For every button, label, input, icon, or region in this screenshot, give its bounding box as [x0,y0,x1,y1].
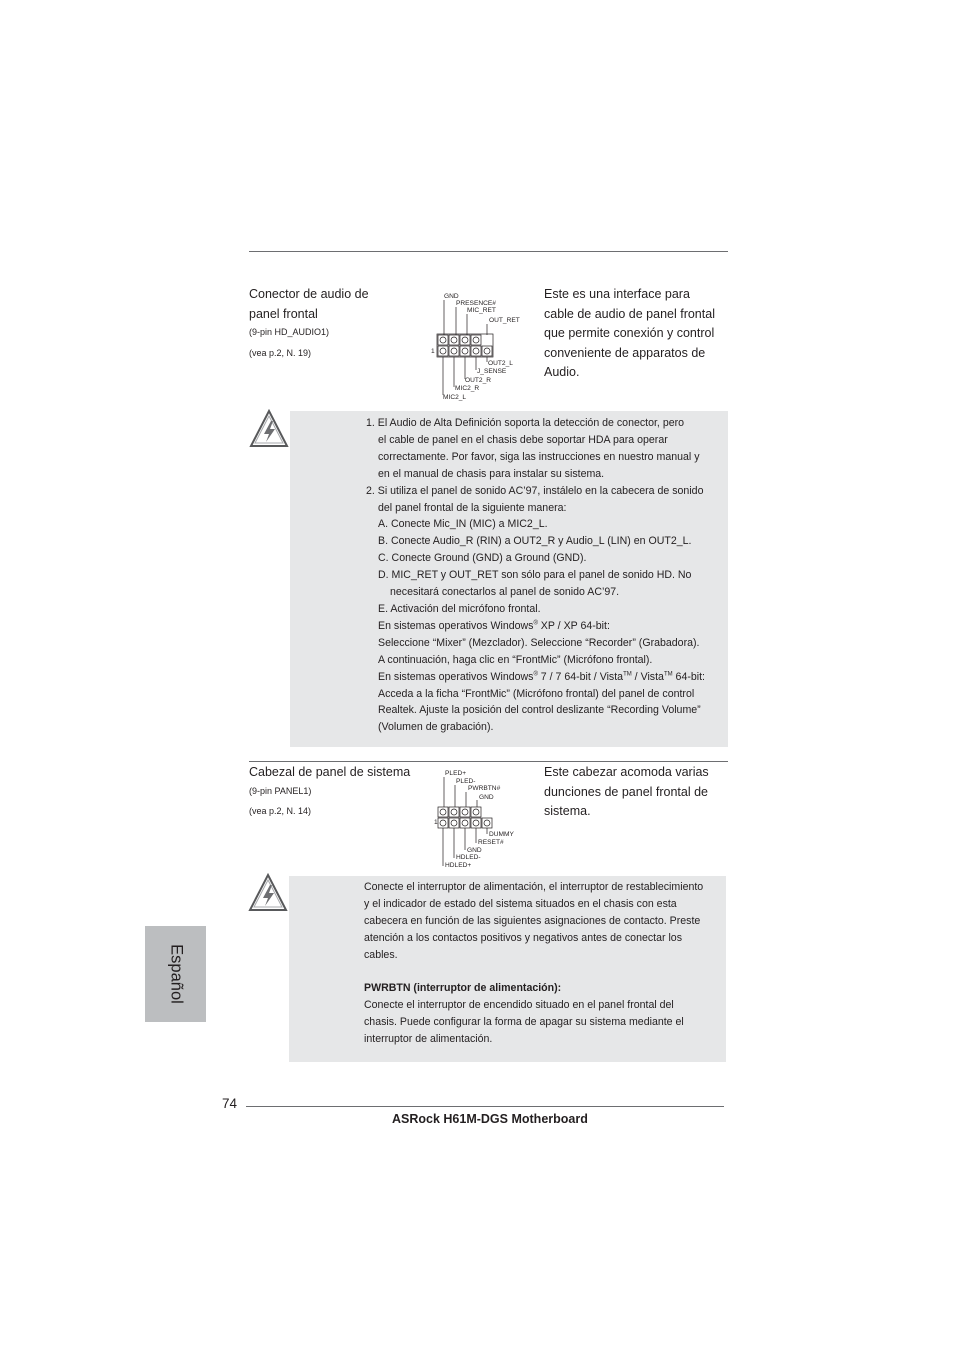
pin-label-mic2-r: MIC2_R [455,385,480,392]
pin-label-out2-r: OUT2_R [465,377,492,384]
note-line: D. MIC_RET y OUT_RET son sólo para el panel de sonido HD. No [378,569,692,582]
note-line: Conecte el interruptor de encendido situado en el panel frontal del [364,999,674,1012]
note-text: 7 / 7 64-bit / Vista [537,670,624,683]
note-line: necesitará conectarlos al panel de sonido AC’97. [390,586,620,599]
audio-ref-label: (vea p.2, N. 19) [249,348,312,358]
note-sup: ® [533,620,538,627]
audio-pin-label: (9-pin HD_AUDIO1) [249,327,330,337]
language-side-tab-label: Español [167,944,185,1004]
note-line: 1. El Audio de Alta Definición soporta la detección de conector, pero [366,417,685,429]
note-line: correctamente. Por favor, siga las instrucciones en nuestro manual y [378,450,700,463]
panel-description [544,763,709,822]
note-text: / Vista [631,670,664,683]
language-side-tab [145,926,206,1022]
note-text: En sistemas operativos Windows [378,619,534,632]
pin-label-pwrbtn: PWRBTN# [468,785,501,792]
note-line: Acceda a la ficha “FrontMic” (Micrófono frontal) del panel de control [378,687,695,700]
panel-pin-diagram [428,767,518,869]
note-line: 2. Si utiliza el panel de sonido AC’97, instálelo en la cabecera de sonido [366,484,704,497]
audio-desc-line: Audio. [544,365,580,379]
note-line: cables. [364,948,398,961]
note-text: En sistemas operativos Windows [378,670,534,683]
panel-desc-line: Este cabezar acomoda varias [544,765,709,779]
note-line: Seleccione “Mixer” (Mezclador). Seleccione “Recorder” (Grabadora). [378,636,700,649]
page-number: 74 [222,1096,238,1111]
note-spacer [364,964,726,981]
pin-label-pled-plus: PLED+ [445,770,467,777]
note-heading: PWRBTN (interruptor de alimentación): [364,982,562,995]
note-text: XP / XP 64-bit: [537,619,610,632]
pin-label-reset: RESET# [478,839,504,846]
audio-description [544,285,715,383]
note-line: A. Conecte Mic_IN (MIC) a MIC2_L. [378,518,548,531]
audio-header-title-line2: panel frontal [249,306,318,321]
pin-label-hdled-minus: HDLED- [456,854,481,861]
warning-triangle-icon [248,873,288,913]
panel-desc-line: sistema. [544,804,591,818]
audio-note-text [366,415,728,736]
note-sup: ® [533,671,538,678]
footer-rule [246,1106,724,1107]
note-line: Realtek. Ajuste la posición del control deslizante “Recording Volume” [378,704,701,717]
note-line-win7 [366,669,728,686]
note-line: el cable de panel en el chasis debe soportar HDA para operar [378,433,668,446]
note-line: C. Conecte Ground (GND) a Ground (GND). [378,552,587,565]
pin-label-dummy: DUMMY [489,831,514,838]
panel-pin-label: (9-pin PANEL1) [249,786,312,796]
audio-header-title-line1: Conector de audio de [249,287,369,301]
audio-desc-line: cable de audio de panel frontal [544,306,715,321]
note-line: interruptor de alimentación. [364,1033,493,1046]
pin-label-pin1: 1 [434,819,438,826]
pin-label-out2-l: OUT2_L [488,360,513,367]
note-line: y el indicador de estado del sistema situados en el chasis con esta [364,897,677,910]
note-line: cabecera en función de las siguientes asignaciones de contacto. Preste [364,914,701,927]
pin-label-presence: PRESENCE# [456,300,496,307]
note-line: (Volumen de grabación). [378,721,494,734]
panel-ref-label: (vea p.2, N. 14) [249,806,312,816]
footer-title: ASRock H61M-DGS Motherboard [392,1112,588,1126]
note-line: Conecte el interruptor de alimentación, el interruptor de restablecimiento [364,881,704,893]
section-divider-rule [249,761,728,762]
pin-label-pin1: 1 [431,348,435,355]
note-line-win-xp [366,618,728,635]
audio-header-title [249,285,369,324]
pin-label-mic2-l: MIC2_L [443,394,467,401]
note-line: atención a los contactos positivos y negativos antes de conectar los [364,931,682,944]
note-line: del panel frontal de la siguiente manera: [378,501,567,514]
panel-note-text [364,879,726,1048]
note-sup: TM [663,671,673,678]
warning-triangle-icon [249,409,289,449]
pin-label-j-sense: J_SENSE [477,368,507,375]
pin-label-gnd: GND [479,794,494,801]
pin-label-pled-minus: PLED- [456,778,476,785]
audio-desc-line: conveniente de apparatos de [544,345,706,360]
audio-pin-diagram [428,290,528,405]
note-line: en el manual de chasis para instalar su sistema. [378,467,605,480]
panel-desc-line: dunciones de panel frontal de [544,784,709,799]
note-text: 64-bit: [672,670,705,683]
pin-label-gnd: GND [444,293,459,300]
pin-label-mic-ret: MIC_RET [467,307,496,314]
pin-label-gnd-bottom: GND [467,847,482,854]
panel-header-title: Cabezal de panel de sistema [249,765,411,779]
pin-label-hdled-plus: HDLED+ [445,862,472,869]
audio-desc-line: Este es una interface para [544,287,690,301]
note-line: chasis. Puede configurar la forma de apagar su sistema mediante el [364,1016,684,1029]
audio-desc-line: que permite conexión y control [544,326,715,340]
note-line: A continuación, haga clic en “FrontMic” (Micrófono frontal). [378,653,653,666]
note-sup: TM [623,671,632,678]
pin-label-out-ret: OUT_RET [489,317,520,324]
section-top-rule [249,251,728,252]
note-line: B. Conecte Audio_R (RIN) a OUT2_R y Audio_L (LIN) en OUT2_L. [378,535,692,548]
note-line: E. Activación del micrófono frontal. [378,602,541,615]
